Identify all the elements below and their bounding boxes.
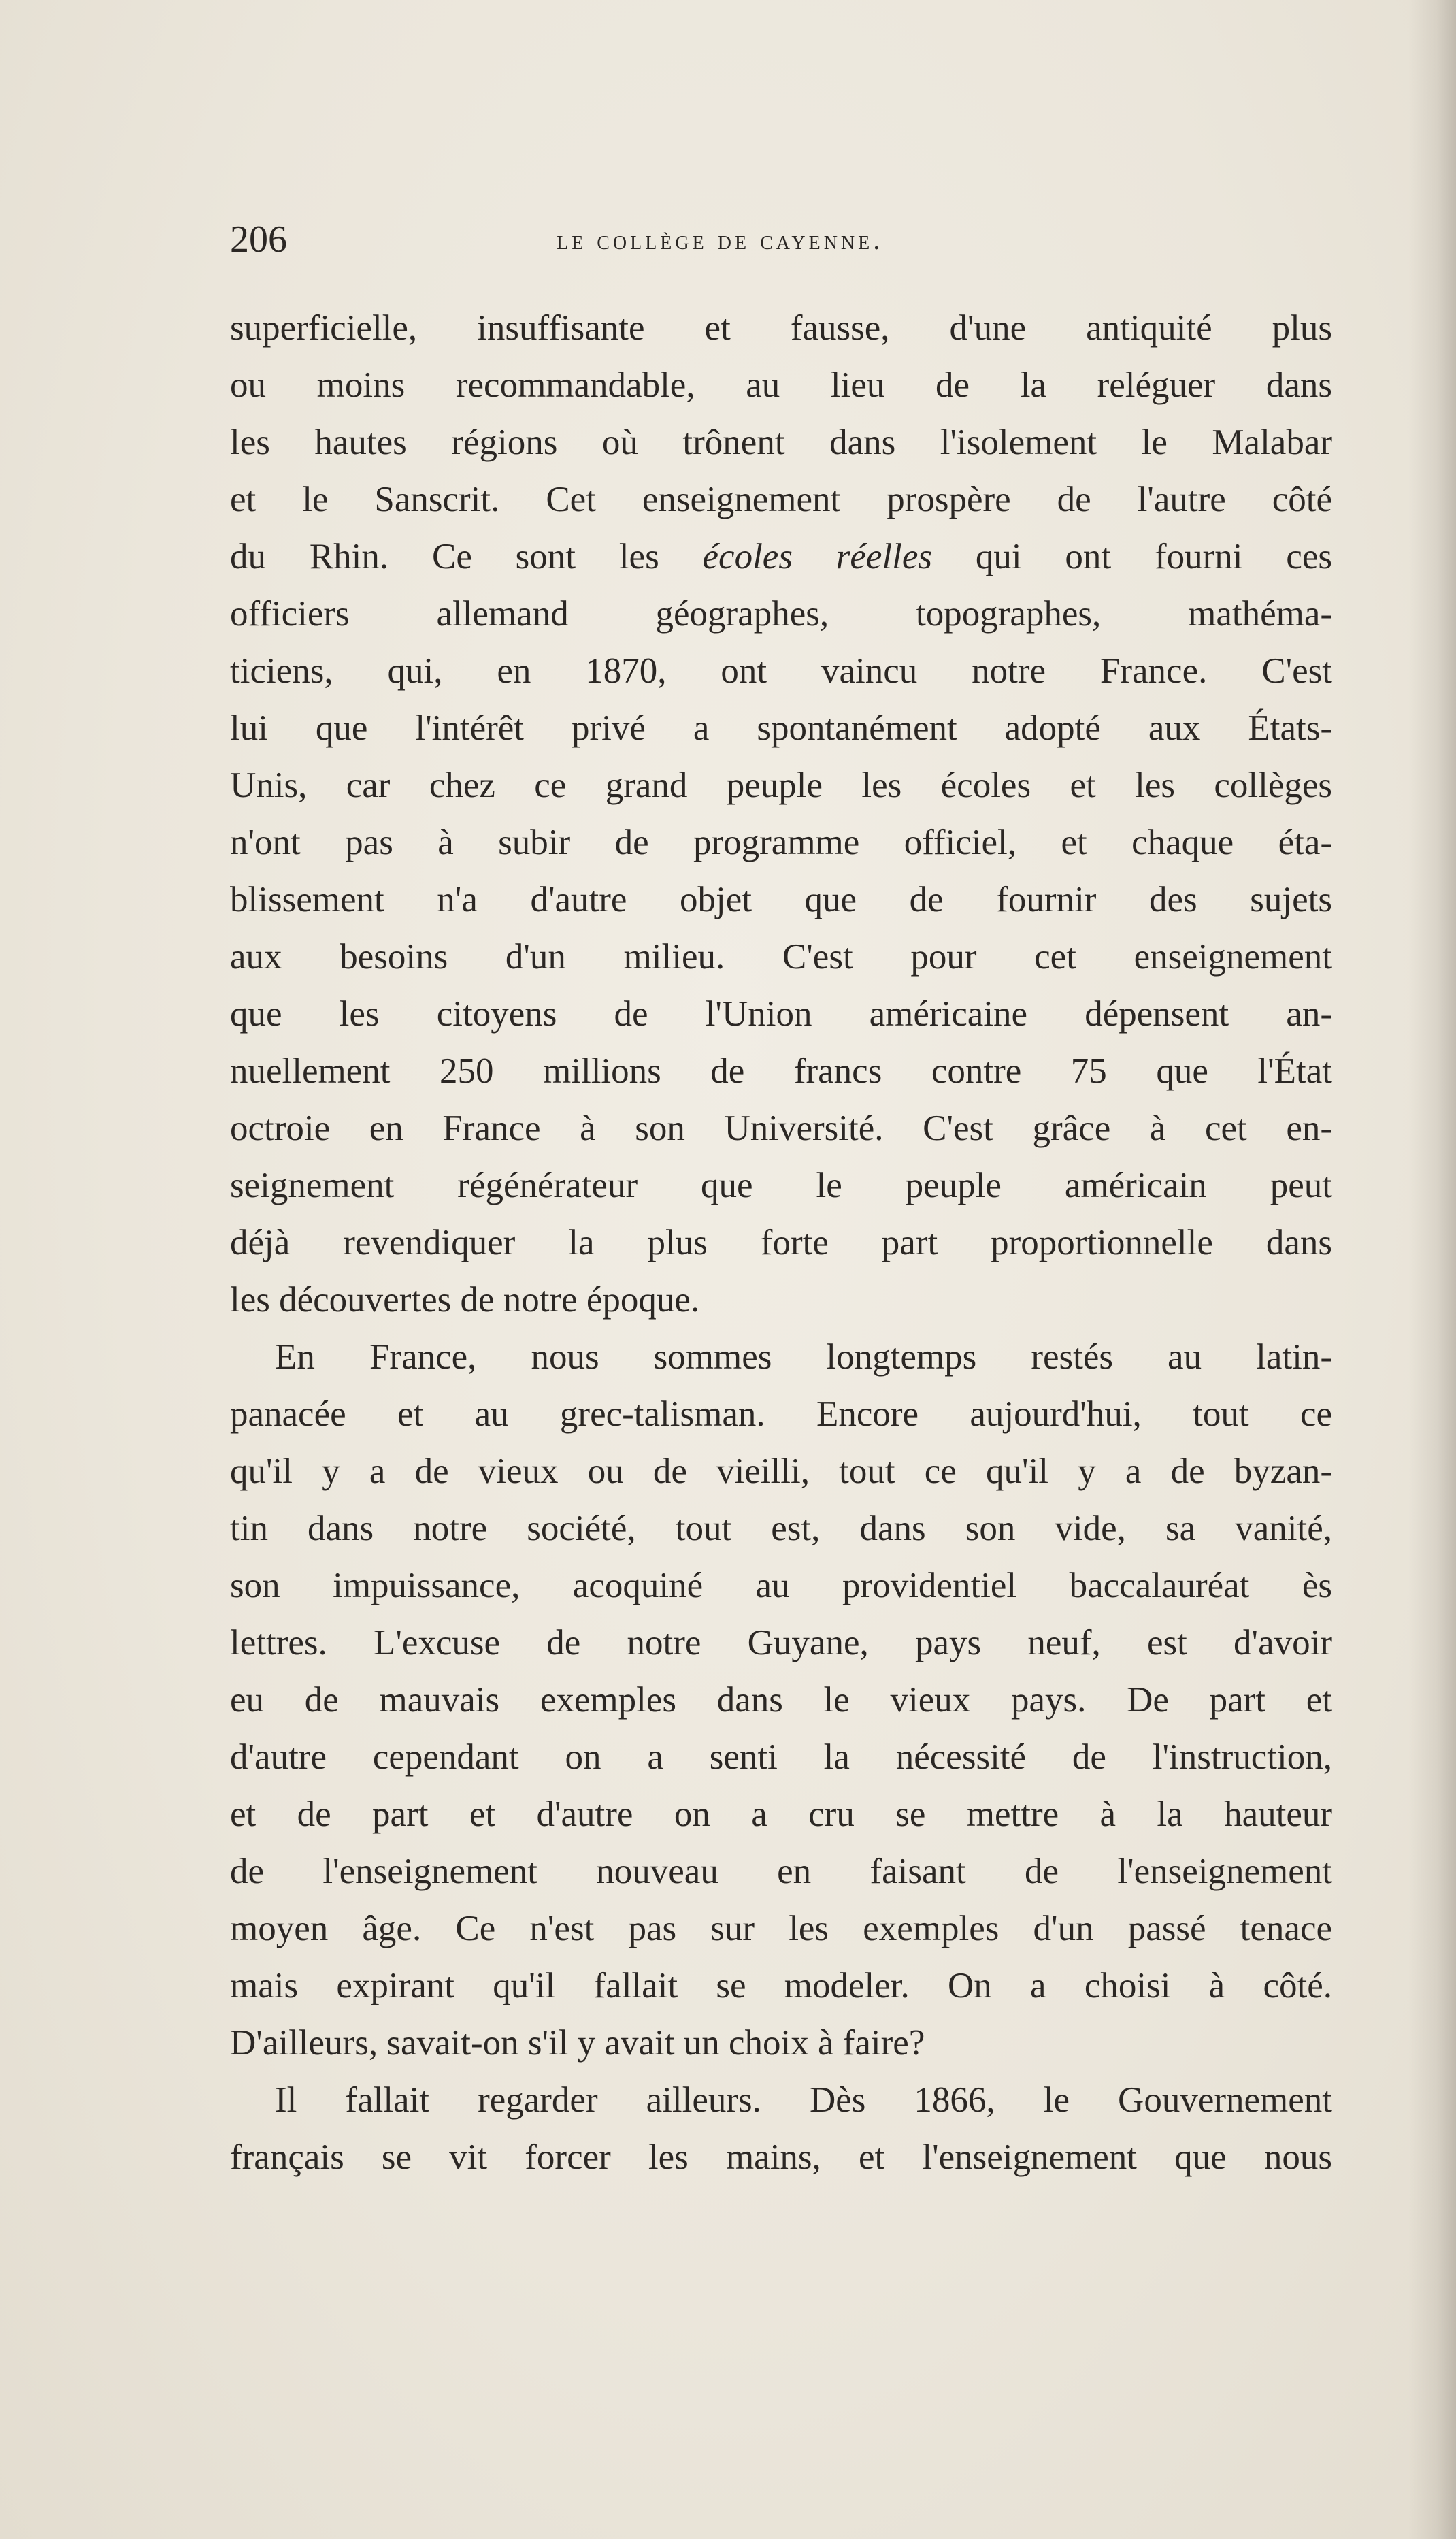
text-line xyxy=(230,528,1332,585)
text-segment: qui ont fourni ces xyxy=(932,537,1332,576)
text-line: tin dans notre société, tout est, dans son vide, sa vanité, xyxy=(230,1509,1332,1548)
text-line: D'ailleurs, savait-on s'il y avait un choix à faire? xyxy=(230,2023,925,2063)
running-title: le collège de cayenne. xyxy=(557,225,884,255)
text-line: ticiens, qui, en 1870, ont vaincu notre France. C'est xyxy=(230,651,1332,691)
text-line: lettres. L'excuse de notre Guyane, pays neuf, est d'avoir xyxy=(230,1623,1332,1662)
text-line: de l'enseignement nouveau en faisant de l'enseignement xyxy=(230,1852,1332,1891)
text-line: lui que l'intérêt privé a spontanément adopté aux États- xyxy=(230,708,1332,748)
text-line: seignement régénérateur que le peuple américain peut xyxy=(230,1166,1332,1205)
text-line: nuellement 250 millions de francs contre 75 que l'État xyxy=(230,1051,1332,1091)
text-line: n'ont pas à subir de programme officiel, et chaque éta- xyxy=(230,823,1332,862)
text-line: Unis, car chez ce grand peuple les écoles et les collèges xyxy=(230,766,1332,805)
text-line: aux besoins d'un milieu. C'est pour cet enseignement xyxy=(230,937,1332,977)
page-edge-shadow xyxy=(1408,0,1456,2539)
text-line: superficielle, insuffisante et fausse, d'une antiquité plus xyxy=(230,308,1332,348)
text-line: officiers allemand géographes, topographes, mathéma- xyxy=(230,594,1332,634)
text-line: son impuissance, acoquiné au providentiel baccalauréat ès xyxy=(230,1566,1332,1605)
text-line: et de part et d'autre on a cru se mettre à la hauteur xyxy=(230,1795,1332,1834)
text-line: que les citoyens de l'Union américaine dépensent an- xyxy=(230,994,1332,1034)
text-line: français se vit forcer les mains, et l'enseignement que nous xyxy=(230,2137,1332,2177)
text-line: octroie en France à son Université. C'est grâce à cet en- xyxy=(230,1109,1332,1148)
text-line: ou moins recommandable, au lieu de la reléguer dans xyxy=(230,365,1332,405)
text-line: moyen âge. Ce n'est pas sur les exemples d'un passé tenace xyxy=(230,1909,1332,1948)
text-segment: du Rhin. Ce sont les xyxy=(230,537,703,576)
text-line: eu de mauvais exemples dans le vieux pays. De part et xyxy=(230,1680,1332,1720)
text-line: blissement n'a d'autre objet que de fournir des sujets xyxy=(230,880,1332,919)
page-number: 206 xyxy=(230,218,287,261)
text-line: d'autre cependant on a senti la nécessité de l'instruction, xyxy=(230,1737,1332,1777)
text-line: les hautes régions où trônent dans l'isolement le Malabar xyxy=(230,423,1332,462)
text-line: mais expirant qu'il fallait se modeler. On a choisi à côté. xyxy=(230,1966,1332,2005)
text-line: Il fallait regarder ailleurs. Dès 1866, le Gouvernement xyxy=(275,2080,1332,2120)
text-line: qu'il y a de vieux ou de vieilli, tout ce qu'il y a de byzan- xyxy=(230,1452,1332,1491)
italic-term: écoles réelles xyxy=(702,537,933,576)
text-line: panacée et au grec-talisman. Encore aujourd'hui, tout ce xyxy=(230,1394,1332,1434)
text-line: déjà revendiquer la plus forte part proportionnelle dans xyxy=(230,1223,1332,1262)
page-header xyxy=(230,219,1332,260)
text-line: En France, nous sommes longtemps restés au latin- xyxy=(275,1337,1332,1377)
text-line: et le Sanscrit. Cet enseignement prospère de l'autre côté xyxy=(230,480,1332,519)
text-line: les découvertes de notre époque. xyxy=(230,1280,700,1320)
body-text xyxy=(230,299,1332,2186)
